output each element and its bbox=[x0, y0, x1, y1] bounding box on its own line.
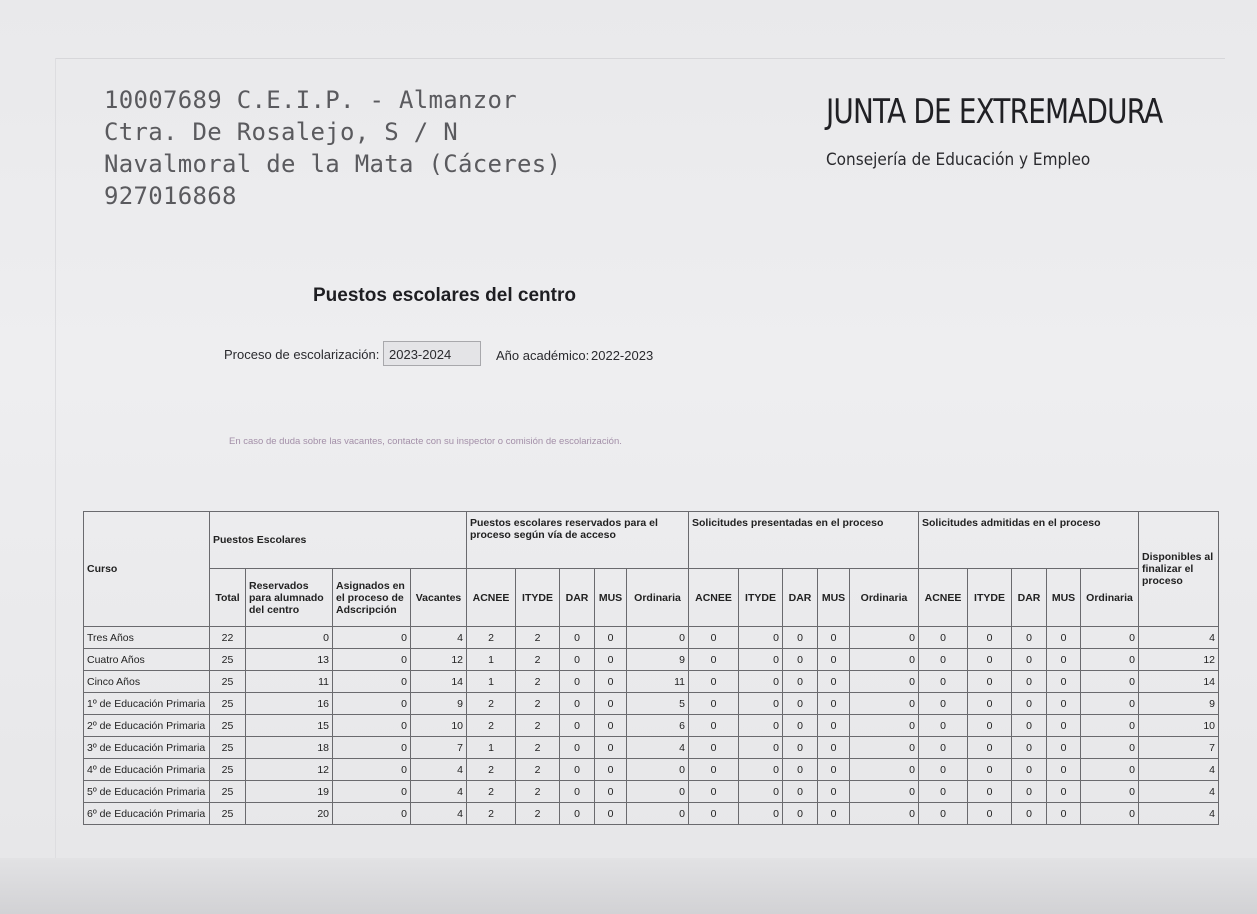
cell-value: 0 bbox=[919, 737, 968, 759]
cell-value: 14 bbox=[1139, 671, 1219, 693]
cell-value: 0 bbox=[560, 759, 595, 781]
cell-value: 2 bbox=[516, 803, 560, 825]
cell-value: 12 bbox=[246, 759, 333, 781]
cell-value: 0 bbox=[818, 693, 850, 715]
cell-value: 0 bbox=[1081, 715, 1139, 737]
cell-value: 0 bbox=[689, 693, 739, 715]
cell-value: 0 bbox=[1081, 627, 1139, 649]
col-header-ordinaria: Ordinaria bbox=[1081, 569, 1139, 627]
cell-value: 4 bbox=[1139, 759, 1219, 781]
cell-value: 0 bbox=[595, 759, 627, 781]
cell-value: 0 bbox=[968, 759, 1012, 781]
cell-value: 0 bbox=[919, 803, 968, 825]
cell-value: 0 bbox=[1012, 803, 1047, 825]
cell-value: 0 bbox=[595, 649, 627, 671]
col-header-dar: DAR bbox=[560, 569, 595, 627]
cell-curso: Cuatro Años bbox=[84, 649, 210, 671]
col-header-ordinaria: Ordinaria bbox=[850, 569, 919, 627]
cell-value: 0 bbox=[595, 671, 627, 693]
cell-value: 0 bbox=[689, 715, 739, 737]
cell-value: 0 bbox=[783, 649, 818, 671]
cell-value: 0 bbox=[968, 715, 1012, 737]
cell-value: 0 bbox=[560, 803, 595, 825]
cell-value: 16 bbox=[246, 693, 333, 715]
cell-value: 11 bbox=[627, 671, 689, 693]
cell-value: 12 bbox=[411, 649, 467, 671]
cell-value: 6 bbox=[627, 715, 689, 737]
cell-value: 4 bbox=[1139, 627, 1219, 649]
address-line: Ctra. De Rosalejo, S / N bbox=[104, 118, 458, 146]
cell-value: 0 bbox=[689, 803, 739, 825]
cell-value: 0 bbox=[333, 715, 411, 737]
cell-value: 0 bbox=[1047, 649, 1081, 671]
table-row bbox=[84, 803, 1219, 825]
table-body bbox=[84, 627, 1219, 825]
group-header-presentadas: Solicitudes presentadas en el proceso bbox=[689, 512, 919, 569]
cell-value: 0 bbox=[783, 737, 818, 759]
cell-value: 0 bbox=[783, 693, 818, 715]
col-header-ordinaria: Ordinaria bbox=[627, 569, 689, 627]
cell-value: 25 bbox=[210, 737, 246, 759]
cell-value: 0 bbox=[595, 737, 627, 759]
col-header-disponibles: Disponibles al finalizar el proceso bbox=[1139, 512, 1219, 627]
cell-value: 0 bbox=[333, 649, 411, 671]
cell-value: 2 bbox=[467, 715, 516, 737]
cell-value: 0 bbox=[739, 803, 783, 825]
cell-value: 0 bbox=[968, 803, 1012, 825]
col-header-acnee: ACNEE bbox=[467, 569, 516, 627]
cell-value: 0 bbox=[850, 649, 919, 671]
col-header-reservados: Reservados para alumnado del centro bbox=[246, 569, 333, 627]
cell-value: 0 bbox=[739, 627, 783, 649]
cell-value: 0 bbox=[850, 671, 919, 693]
cell-value: 0 bbox=[595, 715, 627, 737]
vacancy-notice: En caso de duda sobre las vacantes, contacte con su inspector o comisión de escolarización. bbox=[229, 436, 622, 447]
cell-value: 0 bbox=[333, 737, 411, 759]
cell-value: 9 bbox=[411, 693, 467, 715]
cell-value: 4 bbox=[411, 759, 467, 781]
cell-value: 25 bbox=[210, 671, 246, 693]
cell-value: 2 bbox=[467, 693, 516, 715]
cell-value: 15 bbox=[246, 715, 333, 737]
cell-value: 0 bbox=[968, 649, 1012, 671]
cell-value: 0 bbox=[595, 693, 627, 715]
col-header-asignados: Asignados en el proceso de Adscripción bbox=[333, 569, 411, 627]
col-header-acnee: ACNEE bbox=[689, 569, 739, 627]
col-header-mus: MUS bbox=[818, 569, 850, 627]
page-left-edge bbox=[55, 58, 56, 858]
col-header-ityde: ITYDE bbox=[739, 569, 783, 627]
cell-value: 2 bbox=[516, 649, 560, 671]
background-surface bbox=[0, 858, 1257, 914]
cell-curso: Cinco Años bbox=[84, 671, 210, 693]
cell-value: 25 bbox=[210, 693, 246, 715]
cell-value: 0 bbox=[1047, 781, 1081, 803]
cell-value: 25 bbox=[210, 759, 246, 781]
cell-value: 4 bbox=[411, 627, 467, 649]
cell-value: 0 bbox=[739, 759, 783, 781]
cell-value: 11 bbox=[246, 671, 333, 693]
cell-value: 0 bbox=[850, 693, 919, 715]
cell-value: 22 bbox=[210, 627, 246, 649]
cell-value: 0 bbox=[1012, 693, 1047, 715]
table-row bbox=[84, 693, 1219, 715]
cell-value: 25 bbox=[210, 715, 246, 737]
cell-value: 1 bbox=[467, 737, 516, 759]
cell-value: 0 bbox=[333, 803, 411, 825]
cell-value: 0 bbox=[783, 781, 818, 803]
cell-value: 9 bbox=[1139, 693, 1219, 715]
school-address-block bbox=[104, 84, 561, 212]
cell-value: 0 bbox=[968, 671, 1012, 693]
cell-value: 0 bbox=[560, 715, 595, 737]
page-top-edge bbox=[55, 58, 1225, 59]
cell-value: 0 bbox=[739, 781, 783, 803]
col-header-mus: MUS bbox=[595, 569, 627, 627]
cell-value: 4 bbox=[1139, 803, 1219, 825]
col-header-ityde: ITYDE bbox=[968, 569, 1012, 627]
cell-value: 0 bbox=[689, 781, 739, 803]
school-places-table bbox=[83, 511, 1219, 825]
cell-value: 14 bbox=[411, 671, 467, 693]
cell-value: 2 bbox=[516, 693, 560, 715]
col-header-dar: DAR bbox=[783, 569, 818, 627]
cell-value: 0 bbox=[1047, 627, 1081, 649]
cell-value: 5 bbox=[627, 693, 689, 715]
cell-value: 0 bbox=[850, 715, 919, 737]
group-header-admitidas: Solicitudes admitidas en el proceso bbox=[919, 512, 1139, 569]
cell-value: 2 bbox=[516, 781, 560, 803]
cell-value: 0 bbox=[818, 781, 850, 803]
cell-value: 0 bbox=[783, 759, 818, 781]
cell-value: 0 bbox=[968, 737, 1012, 759]
cell-value: 0 bbox=[560, 671, 595, 693]
cell-value: 0 bbox=[919, 781, 968, 803]
cell-value: 0 bbox=[783, 803, 818, 825]
cell-value: 0 bbox=[1081, 759, 1139, 781]
cell-value: 0 bbox=[919, 759, 968, 781]
cell-value: 0 bbox=[818, 671, 850, 693]
cell-value: 0 bbox=[968, 693, 1012, 715]
cell-value: 0 bbox=[689, 671, 739, 693]
cell-value: 0 bbox=[968, 781, 1012, 803]
cell-value: 0 bbox=[818, 759, 850, 781]
table-row bbox=[84, 759, 1219, 781]
cell-value: 0 bbox=[560, 693, 595, 715]
cell-curso: 2º de Educación Primaria bbox=[84, 715, 210, 737]
cell-value: 0 bbox=[1047, 737, 1081, 759]
cell-value: 10 bbox=[1139, 715, 1219, 737]
cell-value: 0 bbox=[560, 781, 595, 803]
cell-value: 2 bbox=[516, 627, 560, 649]
cell-value: 2 bbox=[516, 671, 560, 693]
col-header-dar: DAR bbox=[1012, 569, 1047, 627]
cell-value: 0 bbox=[689, 649, 739, 671]
cell-value: 0 bbox=[850, 627, 919, 649]
cell-value: 0 bbox=[1081, 803, 1139, 825]
group-header-reservados: Puestos escolares reservados para el proceso según vía de acceso bbox=[467, 512, 689, 569]
cell-value: 0 bbox=[850, 759, 919, 781]
cell-value: 0 bbox=[850, 781, 919, 803]
cell-value: 0 bbox=[333, 627, 411, 649]
cell-curso: 5º de Educación Primaria bbox=[84, 781, 210, 803]
cell-value: 0 bbox=[560, 737, 595, 759]
cell-value: 1 bbox=[467, 671, 516, 693]
cell-value: 0 bbox=[919, 693, 968, 715]
cell-value: 1 bbox=[467, 649, 516, 671]
cell-value: 2 bbox=[467, 759, 516, 781]
cell-value: 0 bbox=[1012, 781, 1047, 803]
cell-value: 2 bbox=[467, 803, 516, 825]
col-header-vacantes: Vacantes bbox=[411, 569, 467, 627]
cell-value: 0 bbox=[739, 649, 783, 671]
cell-value: 2 bbox=[516, 737, 560, 759]
cell-value: 0 bbox=[246, 627, 333, 649]
cell-value: 4 bbox=[411, 803, 467, 825]
table-row bbox=[84, 737, 1219, 759]
cell-value: 13 bbox=[246, 649, 333, 671]
cell-value: 0 bbox=[1012, 737, 1047, 759]
cell-value: 0 bbox=[1012, 649, 1047, 671]
cell-value: 0 bbox=[1047, 693, 1081, 715]
cell-value: 0 bbox=[333, 759, 411, 781]
academic-year-value: 2022-2023 bbox=[591, 348, 654, 363]
cell-curso: 1º de Educación Primaria bbox=[84, 693, 210, 715]
cell-value: 0 bbox=[739, 671, 783, 693]
cell-value: 0 bbox=[818, 649, 850, 671]
cell-value: 0 bbox=[1081, 649, 1139, 671]
cell-value: 25 bbox=[210, 803, 246, 825]
org-department: Consejería de Educación y Empleo bbox=[826, 150, 1091, 170]
cell-value: 2 bbox=[516, 759, 560, 781]
cell-value: 0 bbox=[627, 781, 689, 803]
cell-value: 0 bbox=[595, 781, 627, 803]
cell-value: 0 bbox=[689, 737, 739, 759]
cell-value: 0 bbox=[627, 803, 689, 825]
cell-value: 0 bbox=[783, 627, 818, 649]
cell-value: 4 bbox=[627, 737, 689, 759]
cell-value: 18 bbox=[246, 737, 333, 759]
cell-value: 0 bbox=[627, 627, 689, 649]
col-header-acnee: ACNEE bbox=[919, 569, 968, 627]
cell-value: 0 bbox=[818, 803, 850, 825]
cell-value: 0 bbox=[560, 627, 595, 649]
process-label: Proceso de escolarización: bbox=[224, 347, 380, 362]
cell-value: 0 bbox=[1047, 759, 1081, 781]
cell-value: 0 bbox=[595, 627, 627, 649]
cell-value: 0 bbox=[1081, 693, 1139, 715]
cell-value: 0 bbox=[818, 737, 850, 759]
cell-value: 0 bbox=[739, 693, 783, 715]
cell-value: 0 bbox=[689, 627, 739, 649]
cell-value: 0 bbox=[818, 715, 850, 737]
cell-value: 0 bbox=[1047, 671, 1081, 693]
academic-year-label: Año académico: bbox=[496, 348, 590, 363]
cell-value: 0 bbox=[689, 759, 739, 781]
cell-value: 0 bbox=[968, 627, 1012, 649]
cell-value: 9 bbox=[627, 649, 689, 671]
cell-value: 0 bbox=[1012, 627, 1047, 649]
cell-value: 20 bbox=[246, 803, 333, 825]
cell-value: 4 bbox=[411, 781, 467, 803]
cell-curso: 3º de Educación Primaria bbox=[84, 737, 210, 759]
cell-value: 0 bbox=[333, 781, 411, 803]
process-value-field: 2023-2024 bbox=[383, 341, 481, 366]
col-header-total: Total bbox=[210, 569, 246, 627]
cell-value: 0 bbox=[1047, 715, 1081, 737]
cell-value: 0 bbox=[1012, 671, 1047, 693]
col-header-mus: MUS bbox=[1047, 569, 1081, 627]
cell-value: 0 bbox=[783, 671, 818, 693]
org-logo-text: JUNTA DE EXTREMADURA bbox=[826, 92, 1163, 132]
cell-value: 7 bbox=[1139, 737, 1219, 759]
page-title: Puestos escolares del centro bbox=[313, 285, 576, 306]
cell-value: 10 bbox=[411, 715, 467, 737]
cell-value: 0 bbox=[783, 715, 818, 737]
cell-value: 0 bbox=[850, 737, 919, 759]
table-row bbox=[84, 715, 1219, 737]
cell-curso: 4º de Educación Primaria bbox=[84, 759, 210, 781]
cell-value: 0 bbox=[739, 715, 783, 737]
cell-value: 0 bbox=[919, 627, 968, 649]
table-row bbox=[84, 649, 1219, 671]
cell-value: 0 bbox=[919, 715, 968, 737]
group-header-puestos: Puestos Escolares bbox=[210, 512, 467, 569]
cell-value: 0 bbox=[1081, 737, 1139, 759]
cell-value: 0 bbox=[1012, 715, 1047, 737]
address-line: 10007689 C.E.I.P. - Almanzor bbox=[104, 86, 517, 114]
cell-curso: Tres Años bbox=[84, 627, 210, 649]
cell-value: 0 bbox=[333, 671, 411, 693]
cell-curso: 6º de Educación Primaria bbox=[84, 803, 210, 825]
cell-value: 2 bbox=[467, 781, 516, 803]
address-line: Navalmoral de la Mata (Cáceres) bbox=[104, 150, 562, 178]
cell-value: 4 bbox=[1139, 781, 1219, 803]
cell-value: 7 bbox=[411, 737, 467, 759]
col-header-curso: Curso bbox=[84, 512, 210, 627]
cell-value: 0 bbox=[1081, 671, 1139, 693]
table-row bbox=[84, 781, 1219, 803]
cell-value: 25 bbox=[210, 649, 246, 671]
cell-value: 0 bbox=[818, 627, 850, 649]
cell-value: 0 bbox=[919, 671, 968, 693]
cell-value: 2 bbox=[467, 627, 516, 649]
cell-value: 0 bbox=[560, 649, 595, 671]
cell-value: 0 bbox=[1081, 781, 1139, 803]
cell-value: 0 bbox=[1012, 759, 1047, 781]
cell-value: 12 bbox=[1139, 649, 1219, 671]
table-row bbox=[84, 627, 1219, 649]
cell-value: 0 bbox=[850, 803, 919, 825]
cell-value: 0 bbox=[919, 649, 968, 671]
cell-value: 0 bbox=[739, 737, 783, 759]
cell-value: 0 bbox=[595, 803, 627, 825]
address-line: 927016868 bbox=[104, 182, 237, 210]
cell-value: 0 bbox=[333, 693, 411, 715]
col-header-ityde: ITYDE bbox=[516, 569, 560, 627]
cell-value: 25 bbox=[210, 781, 246, 803]
table-row bbox=[84, 671, 1219, 693]
cell-value: 2 bbox=[516, 715, 560, 737]
cell-value: 19 bbox=[246, 781, 333, 803]
cell-value: 0 bbox=[627, 759, 689, 781]
cell-value: 0 bbox=[1047, 803, 1081, 825]
